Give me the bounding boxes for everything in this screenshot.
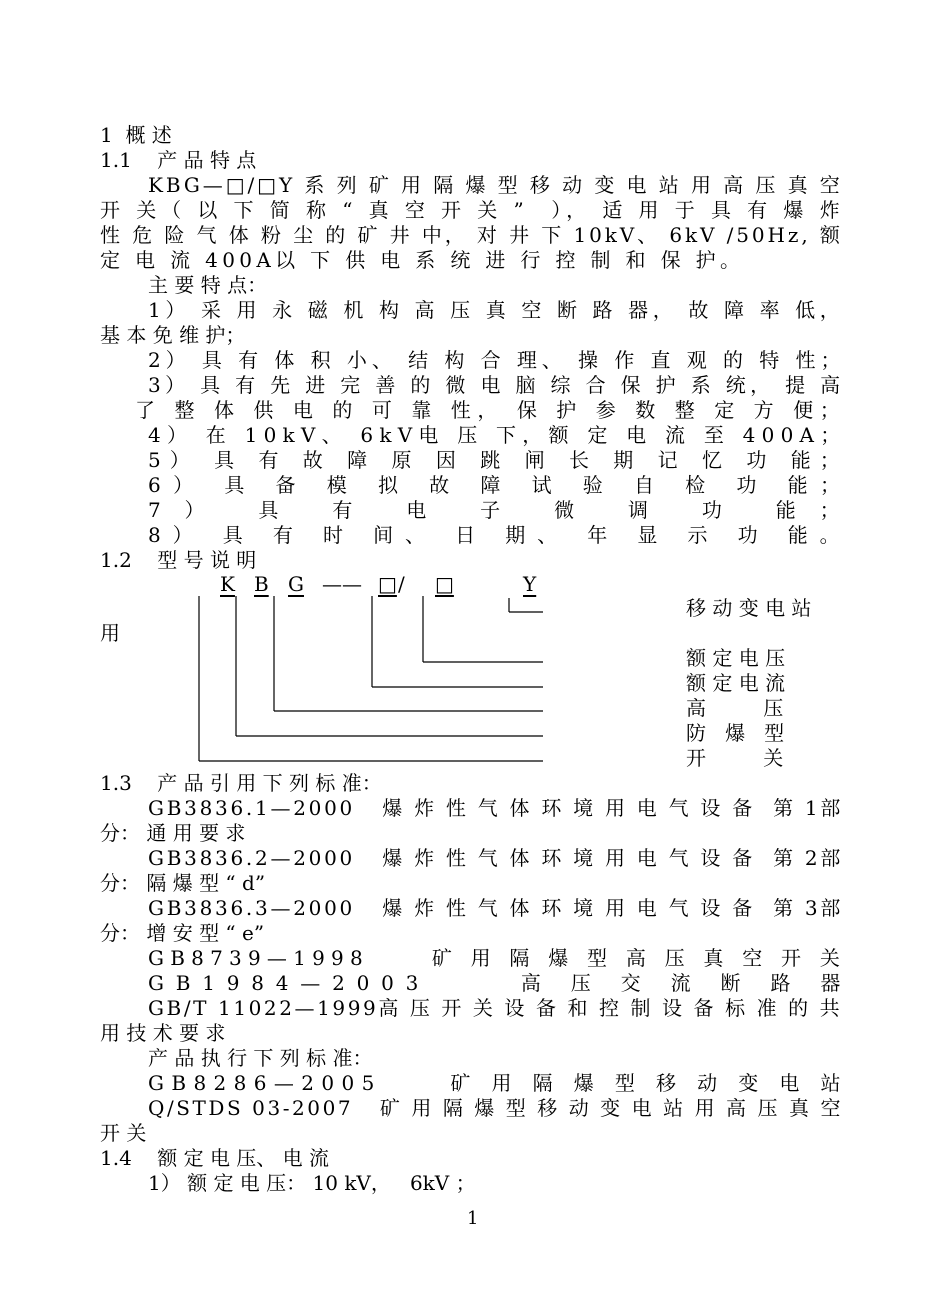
- standard-line: GB8739—1998 矿 用 隔 爆 型 高 压 真 空 开 关: [148, 946, 847, 970]
- model-letter-k: K: [220, 572, 235, 596]
- text-line: 定 电 流 400A以 下 供 电 系 统 进 行 控 制 和 保 护。: [100, 248, 745, 272]
- text-line: 6） 具 备 模 拟 故 障 试 验 自 检 功 能；: [148, 473, 853, 497]
- text-line: 1） 采 用 永 磁 机 构 高 压 真 空 断 路 器， 故 障 率 低，: [148, 298, 845, 322]
- model-letter-b: B: [254, 572, 269, 596]
- text-line: 5） 具 有 故 障 原 因 跳 闸 长 期 记 忆 功 能；: [148, 448, 849, 472]
- standard-line: 用 技 术 要 求: [100, 1021, 226, 1045]
- text-line: 3） 具 有 先 进 完 善 的 微 电 脑 综 合 保 护 系 统， 提 高: [148, 373, 845, 397]
- text-line: 7） 具 有 电 子 微 调 功 能；: [148, 498, 864, 522]
- section-1-3-heading: 1.3 产 品 引 用 下 列 标 准：: [100, 771, 382, 795]
- standard-line: GB3836.1—2000 爆 炸 性 气 体 环 境 用 电 气 设 备 第 1部: [148, 796, 844, 820]
- standard-line: GB3836.3—2000 爆 炸 性 气 体 环 境 用 电 气 设 备 第 3部: [148, 896, 844, 920]
- text-line: 1） 额 定 电 压： 10 kV， 6kV ；: [148, 1171, 476, 1195]
- standard-line: GB/T 11022—1999高 压 开 关 设 备 和 控 制 设 备 标 准 的 共: [148, 996, 843, 1020]
- section-1-heading: 1 概 述: [100, 123, 172, 147]
- model-letter-g: G: [288, 572, 304, 596]
- text-line: 8） 具 有 时 间、 日 期、 年 显 示 功 能。: [148, 523, 852, 547]
- model-current-box: □: [435, 572, 454, 596]
- standard-line: GB1984—2003 高 压 交 流 断 路 器: [148, 971, 853, 995]
- section-1-4-heading: 1.4 额 定 电 压、 电 流: [100, 1146, 330, 1170]
- page-number: 1: [467, 1208, 479, 1229]
- standard-line: 开 关: [100, 1121, 147, 1145]
- label-high-voltage: 高 压: [686, 696, 784, 720]
- standard-line: GB8286—2005 矿 用 隔 爆 型 移 动 变 电 站: [148, 1071, 848, 1095]
- section-1-2-heading: 1.2 型 号 说 明: [100, 548, 257, 572]
- label-switch: 开 关: [686, 746, 784, 770]
- standard-line: 分： 通 用 要 求: [100, 821, 246, 845]
- text-line: 产 品 执 行 下 列 标 准：: [148, 1046, 373, 1070]
- text-line: 开 关（ 以 下 简 称 “ 真 空 开 关 ” ）， 适 用 于 具 有 爆 炸: [100, 198, 845, 222]
- label-rated-current: 额 定 电 流: [686, 671, 786, 695]
- text-line: 4） 在 10kV、 6kV电 压 下，额 定 电 流 至 400A；: [148, 423, 847, 447]
- text-line: 2） 具 有 体 积 小、 结 构 合 理、 操 作 直 观 的 特 性；: [148, 348, 846, 372]
- text-line: KBG—□/□Y 系 列 矿 用 隔 爆 型 移 动 变 电 站 用 高 压 真 空: [148, 173, 843, 197]
- standard-line: Q/STDS 03-2007 矿 用 隔 爆 型 移 动 变 电 站 用 高 压 真 空: [148, 1096, 844, 1120]
- model-slash: /: [398, 572, 405, 596]
- label-rated-voltage: 额 定 电 压: [686, 646, 786, 670]
- standard-line: GB3836.2—2000 爆 炸 性 气 体 环 境 用 电 气 设 备 第 2部: [148, 846, 844, 870]
- text-line: 性 危 险 气 体 粉 尘 的 矿 井 中， 对 井 下 10kV、 6kV /50Hz, 额: [100, 223, 843, 247]
- text-line: 了 整 体 供 电 的 可 靠 性， 保 护 参 数 整 定 方 便；: [135, 398, 847, 422]
- label-explosion-proof: 防 爆 型: [686, 721, 785, 745]
- section-1-1-heading: 1.1 产 品 特 点: [100, 148, 257, 172]
- model-letter-y: Y: [523, 572, 537, 596]
- standard-line: 分： 增 安 型 “ e”: [100, 921, 265, 945]
- text-line: 主 要 特 点：: [148, 273, 268, 297]
- label-mobile-substation: 移 动 变 电 站: [686, 596, 812, 620]
- model-dash: ——: [322, 572, 362, 596]
- standard-line: 分： 隔 爆 型 “ d”: [100, 871, 266, 895]
- label-mobile-substation-cont: 用: [100, 621, 120, 645]
- model-voltage-box: □: [378, 572, 397, 596]
- text-line: 基 本 免 维 护；: [100, 323, 246, 347]
